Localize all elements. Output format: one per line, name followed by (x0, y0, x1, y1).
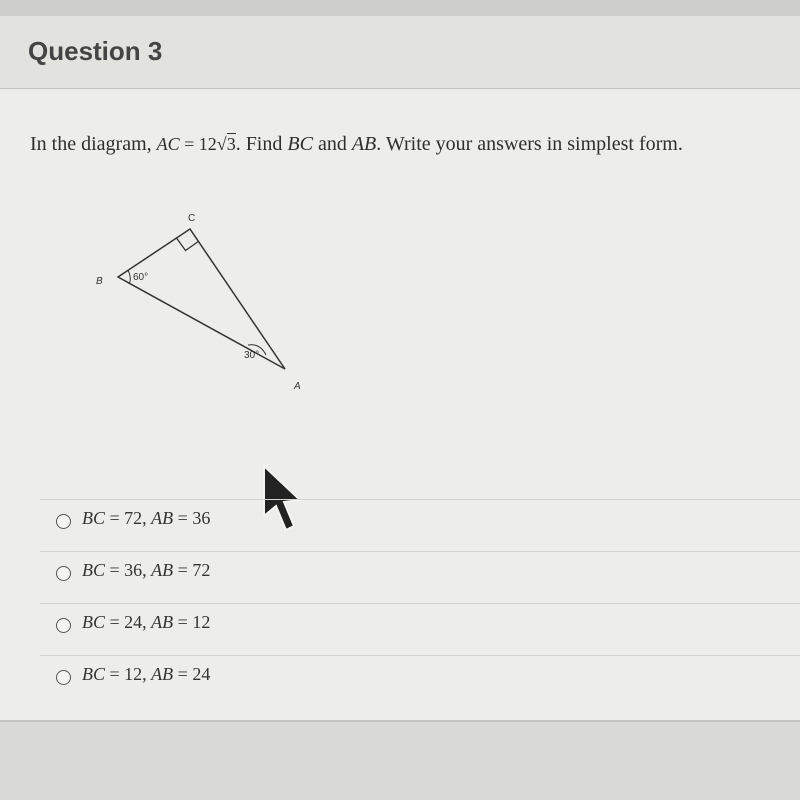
sqrt-symbol: √ (216, 134, 227, 154)
prompt-and: and (312, 133, 352, 155)
ac-label: AC (156, 134, 180, 154)
bc-label: BC (287, 133, 313, 155)
option-label: BC = 72, AB = 36 (82, 508, 211, 528)
vertex-a-label: A (294, 381, 301, 392)
option-label: BC = 12, AB = 24 (82, 664, 211, 684)
question-prompt (30, 133, 683, 156)
prompt-end: . Write your answers in simplest form. (376, 133, 683, 155)
angle-b-label: 60° (133, 272, 149, 283)
prompt-mid: . Find (235, 133, 288, 155)
question-header (0, 16, 800, 89)
ac-radicand: 3 (226, 134, 236, 154)
ab-label: AB (351, 133, 377, 155)
question-title: Question 3 (28, 36, 163, 66)
question-card (0, 16, 800, 722)
answer-option-3[interactable] (40, 603, 800, 656)
ac-coefficient: 12 (198, 134, 217, 154)
equals-sign: = (179, 134, 199, 154)
radio-button[interactable] (56, 566, 71, 581)
angle-a-label: 30° (244, 350, 260, 361)
radio-button[interactable] (56, 670, 71, 685)
answer-option-2[interactable] (40, 551, 800, 604)
vertex-b-label: B (96, 276, 103, 287)
answer-option-4[interactable] (40, 655, 800, 708)
answer-option-1[interactable] (40, 499, 800, 552)
right-angle-marker (177, 238, 200, 251)
vertex-c-label: C (188, 213, 196, 224)
option-label: BC = 24, AB = 12 (82, 612, 211, 632)
triangle-diagram (60, 209, 320, 419)
option-label: BC = 36, AB = 72 (82, 560, 211, 580)
question-body (0, 89, 800, 720)
prompt-start: In the diagram, (30, 133, 157, 155)
browser-top-band (0, 0, 800, 17)
radio-button[interactable] (56, 514, 71, 529)
radio-button[interactable] (56, 618, 71, 633)
